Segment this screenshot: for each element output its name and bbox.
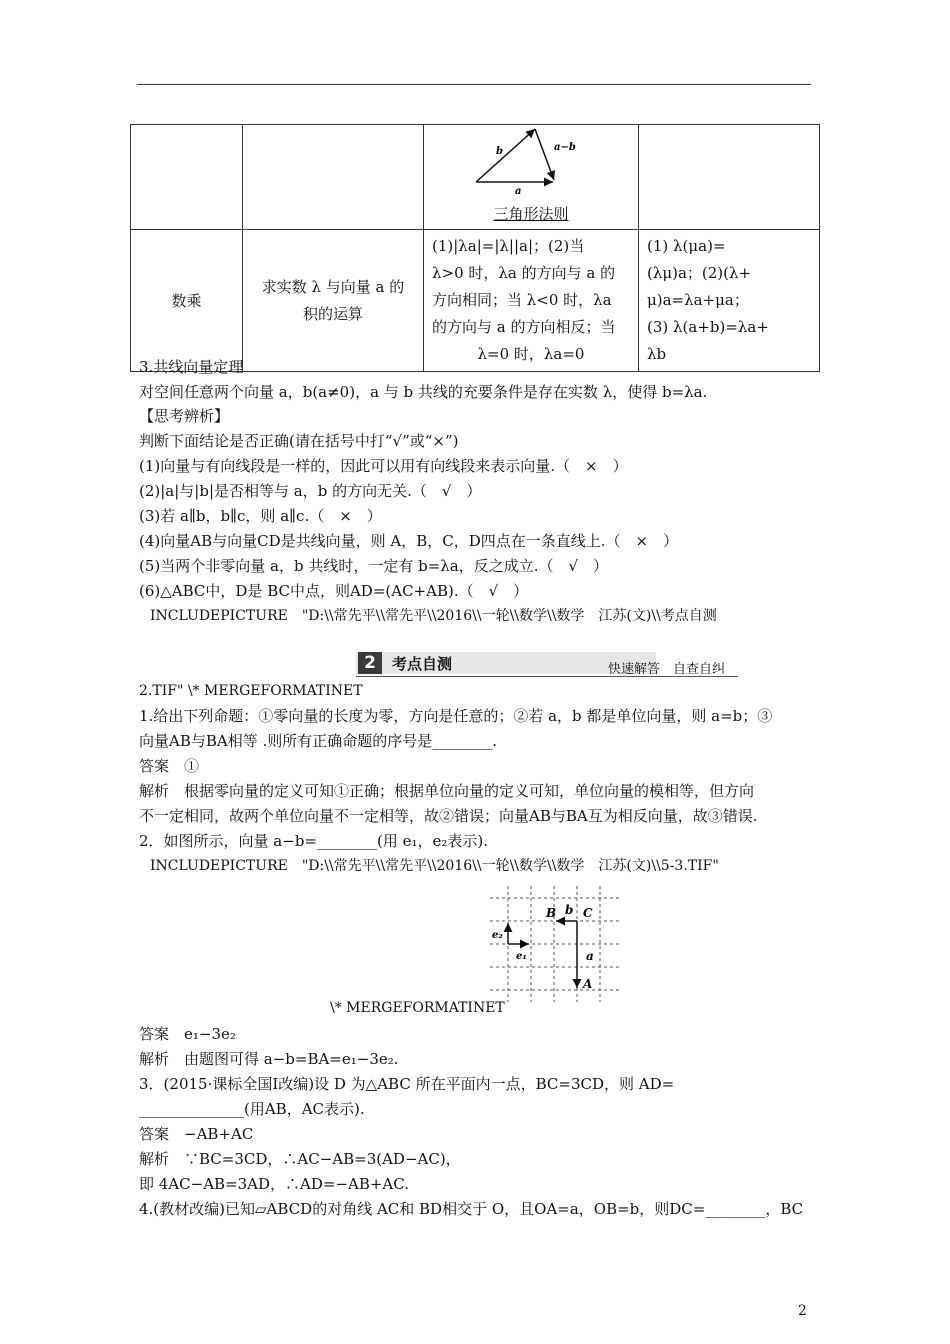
include-field-2: INCLUDEPICTURE "D:\\常先平\\常先平\\2016\\一轮\\数学\\数学 江苏(文)\\5-3.TIF" [150,858,719,874]
rule-line: λ>0 时，λa 的方向与 a 的 [432,264,616,282]
fig-point-C: C [583,906,593,920]
think-item: (3)若 a∥b，b∥c，则 a∥c.（ × ） [139,507,382,525]
row-rule [424,230,638,371]
fig-vector-b: b [565,903,574,917]
table-cell [639,125,820,230]
think-title: 【思考辨析】 [139,407,230,425]
fig-e2: e₂ [492,930,503,941]
row-law [639,230,819,371]
banner-number: 2 [358,652,382,674]
think-item: (4)向量AB与向量CD是共线向量，则 A，B，C，D四点在一条直线上.（ × ） [139,532,679,550]
include-field-1-tail: 2.TIF" \* MERGEFORMATINET [139,683,363,699]
table-cell [424,125,639,230]
table-cell [243,125,424,230]
section-banner [356,652,738,678]
fig-label-b: b [496,146,503,157]
think-instruction: 判断下面结论是否正确(请在括号中打“√”或“×”) [139,432,459,450]
section3-title: 3.共线向量定理 [139,358,244,376]
q3-explanation: 解析 ∵BC=3CD，∴AC−AB=3(AD−AC)， [139,1150,461,1168]
fig-label-a: a [515,186,522,195]
triangle-rule-figure [471,125,591,195]
banner-subtitle: 快速解答 自查自纠 [608,662,726,677]
q1-explanation: 不一定相同，故两个单位向量不一定相等，故②错误；向量AB与BA互为相反向量，故③错误. [139,807,758,825]
row-def-cell [243,230,424,372]
q1-line1: 1.给出下列命题：①零向量的长度为零，方向是任意的；②若 a，b 都是单位向量，则 a=b；③ [139,707,773,725]
triangle-rule-label: 三角形法则 [493,205,569,223]
header-rule [137,84,811,85]
rule-line: λ=0 时，λa=0 [477,345,585,363]
think-item: (1)向量与有向线段是一样的，因此可以用有向线段来表示向量.（ × ） [139,457,628,475]
q3-line2: ______________(用AB，AC表示). [139,1100,365,1118]
q3-answer: 答案 −AB+AC [139,1125,254,1143]
q3-line1: 3．(2015·课标全国Ⅰ改编)设 D 为△ABC 所在平面内一点，BC=3CD，则 AD= [139,1075,675,1093]
q4-line1: 4.(教材改编)已知▱ABCD的对角线 AC和 BD相交于 O，且OA=a，OB=b，则DC=________，BC [139,1200,804,1218]
table-cell [131,125,243,230]
q1-line2: 向量AB与BA相等 .则所有正确命题的序号是________. [139,732,498,750]
row-name-cell [131,230,243,372]
fig-point-B: B [546,906,557,920]
page-number: 2 [798,1303,807,1319]
fig-point-A: A [583,977,593,991]
law-line: μ)a=λa+μa； [647,291,749,309]
include-field-1: INCLUDEPICTURE "D:\\常先平\\常先平\\2016\\一轮\\数学\\数学 江苏(文)\\考点自测 [150,608,717,624]
banner-title: 考点自测 [392,655,453,673]
q2-answer: 答案 e₁−3e₂ [139,1025,236,1043]
rule-line: 方向相同；当 λ<0 时，λa [432,291,612,309]
law-line: (λμ)a；(2)(λ+ [647,264,752,282]
section3-text: 对空间任意两个向量 a，b(a≠0)，a 与 b 共线的充要条件是存在实数 λ，使得 b=λa. [139,383,708,401]
think-item: (2)|a|与|b|是否相等与 a，b 的方向无关.（ √ ） [139,482,482,500]
q3-explanation: 即 4AC−AB=3AD，∴AD=−AB+AC. [139,1175,409,1193]
row-def: 求实数 λ 与向量 a 的积的运算 [261,277,405,323]
law-line: (3) λ(a+b)=λa+ [647,318,769,336]
grid-vector-figure [490,884,620,1002]
q2-explanation: 解析 由题图可得 a−b=BA=e₁−3e₂. [139,1050,399,1068]
merge-field-2: \* MERGEFORMATINET [330,1000,505,1016]
banner-rule [356,676,738,677]
row-law-cell [639,230,820,372]
fig-e1: e₁ [516,951,527,962]
law-line: (1) λ(μa)= [647,237,726,255]
fig-vector-a: a [586,949,594,963]
row-name: 数乘 [171,292,202,310]
q1-explanation: 解析 根据零向量的定义可知①正确；根据单位向量的定义可知，单位向量的模相等，但方向 [139,782,755,800]
row-rule-cell [424,230,639,372]
think-item: (6)△ABC中，D是 BC中点，则AD=(AC+AB).（ √ ） [139,582,529,600]
q1-answer: 答案 ① [139,757,200,775]
q2-line1: 2．如图所示，向量 a−b=________(用 e₁，e₂表示). [139,832,489,850]
fig-label-a-minus-b: a−b [554,142,576,153]
vector-operations-table [130,124,820,372]
think-item: (5)当两个非零向量 a，b 共线时，一定有 b=λa，反之成立.（ √ ） [139,557,609,575]
law-line: λb [647,345,667,363]
rule-line: (1)|λa|=|λ||a|；(2)当 [432,237,585,255]
rule-line: 的方向与 a 的方向相反；当 [432,318,616,336]
